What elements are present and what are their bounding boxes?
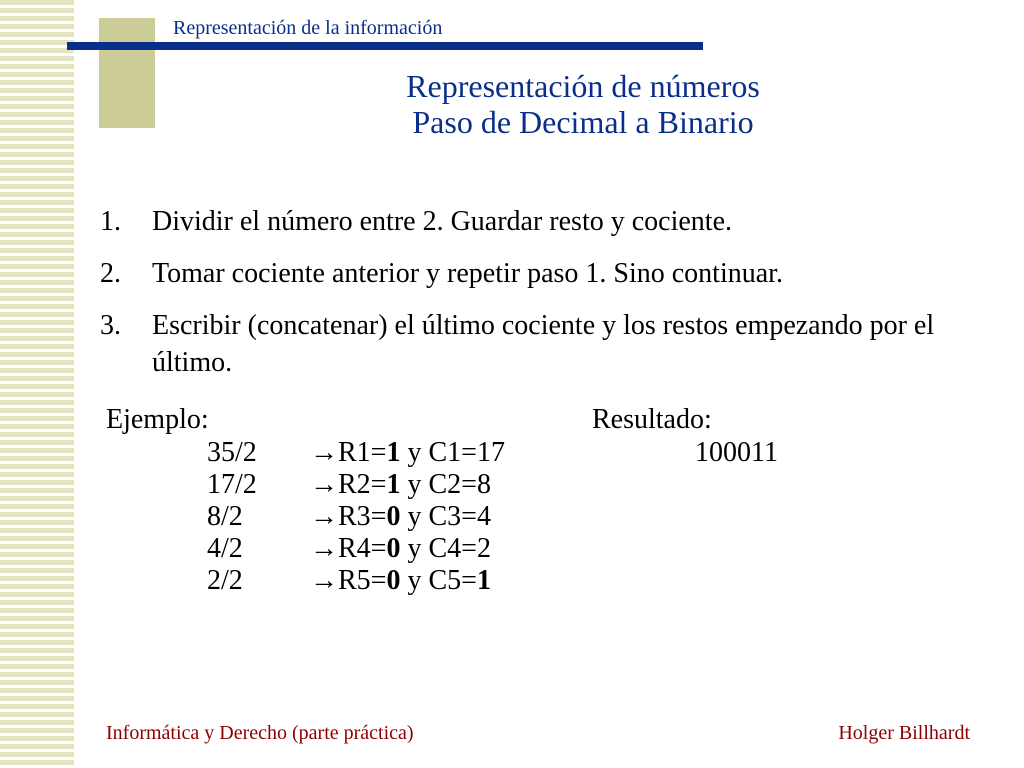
result-value: 100011 xyxy=(695,437,778,468)
remainder-label: R5= xyxy=(338,565,387,596)
quotient-label: C3= xyxy=(428,501,477,532)
title-line-2: Paso de Decimal a Binario xyxy=(412,104,754,140)
quotient-value: 17 xyxy=(476,437,505,468)
division: 2/2 xyxy=(207,565,243,596)
footer-course: Informática y Derecho (parte práctica) xyxy=(106,722,414,744)
remainder-value: 0 xyxy=(386,501,401,532)
remainder-value: 0 xyxy=(386,533,401,564)
decorative-square xyxy=(99,18,155,128)
division: 35/2 xyxy=(207,437,257,468)
remainder-label: R1= xyxy=(338,437,387,468)
step-text: Dividir el número entre 2. Guardar resto y cociente. xyxy=(152,206,733,237)
quotient-label: C2= xyxy=(428,469,477,500)
quotient-value: 2 xyxy=(476,533,491,564)
division: 17/2 xyxy=(207,469,257,500)
conjunction: y xyxy=(400,501,429,532)
arrow-icon: → xyxy=(310,469,338,500)
quotient-value: 4 xyxy=(476,501,491,532)
remainder-quotient xyxy=(310,533,491,565)
title-line-1: Representación de números xyxy=(406,68,760,104)
conjunction: y xyxy=(400,565,429,596)
quotient-value: 1 xyxy=(476,565,491,596)
arrow-icon: → xyxy=(310,437,338,468)
conjunction: y xyxy=(400,437,429,468)
example-row xyxy=(207,437,505,469)
remainder-quotient xyxy=(310,501,491,533)
decorative-stripes xyxy=(0,0,74,768)
section-header: Representación de la información xyxy=(173,17,443,39)
remainder-quotient xyxy=(310,437,505,469)
step-item xyxy=(100,203,960,240)
example-label: Ejemplo: xyxy=(106,404,209,435)
remainder-value: 0 xyxy=(386,565,401,596)
remainder-value: 1 xyxy=(386,437,401,468)
arrow-icon: → xyxy=(310,533,338,564)
step-item xyxy=(100,307,960,381)
example-row xyxy=(207,469,505,501)
quotient-label: C5= xyxy=(428,565,477,596)
footer-author: Holger Billhardt xyxy=(838,722,970,744)
header-rule xyxy=(67,42,703,50)
example-rows xyxy=(207,437,505,597)
quotient-label: C4= xyxy=(428,533,477,564)
remainder-quotient xyxy=(310,565,491,597)
step-number: 3. xyxy=(100,310,121,341)
result-label: Resultado: xyxy=(592,404,712,435)
step-number: 1. xyxy=(100,206,121,237)
division: 4/2 xyxy=(207,533,243,564)
remainder-label: R2= xyxy=(338,469,387,500)
conjunction: y xyxy=(400,469,429,500)
example-row xyxy=(207,565,505,597)
remainder-value: 1 xyxy=(386,469,401,500)
step-item xyxy=(100,255,960,292)
conjunction: y xyxy=(400,533,429,564)
quotient-label: C1= xyxy=(428,437,477,468)
arrow-icon: → xyxy=(310,565,338,596)
step-number: 2. xyxy=(100,258,121,289)
step-text: Escribir (concatenar) el último cociente y los restos empezando por el último. xyxy=(152,310,935,378)
remainder-quotient xyxy=(310,469,491,501)
remainder-label: R3= xyxy=(338,501,387,532)
step-text: Tomar cociente anterior y repetir paso 1. Sino continuar. xyxy=(152,258,783,289)
quotient-value: 8 xyxy=(476,469,491,500)
example-row xyxy=(207,501,505,533)
division: 8/2 xyxy=(207,501,243,532)
example-row xyxy=(207,533,505,565)
arrow-icon: → xyxy=(310,501,338,532)
slide-title xyxy=(300,68,866,140)
steps-list xyxy=(100,203,960,396)
remainder-label: R4= xyxy=(338,533,387,564)
